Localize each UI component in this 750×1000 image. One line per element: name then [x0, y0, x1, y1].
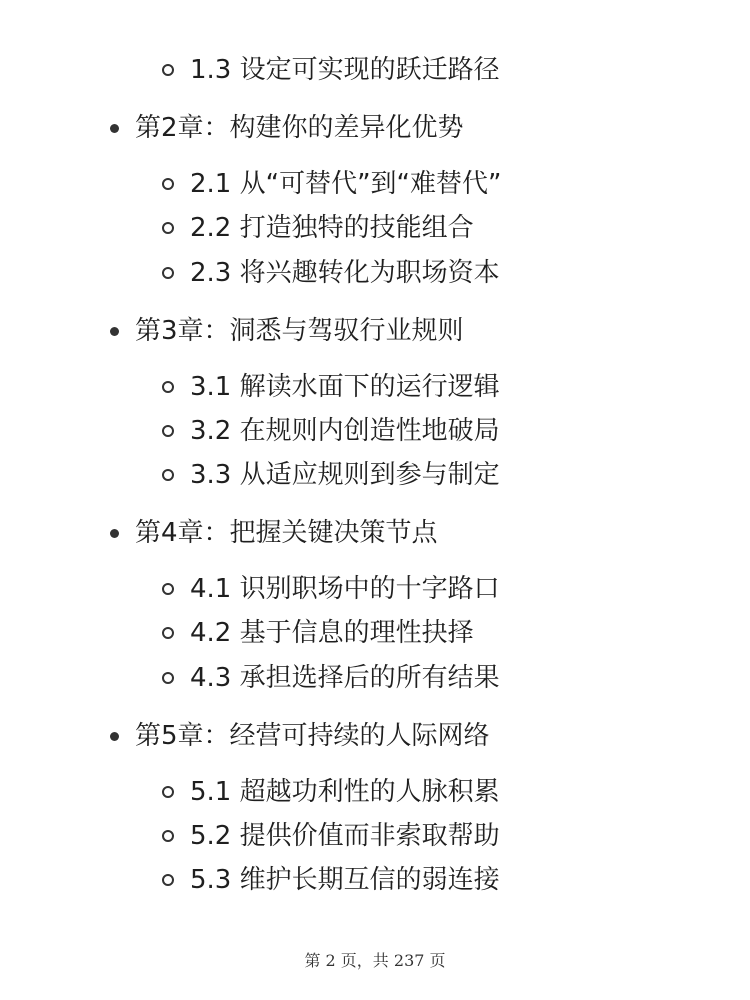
circle-bullet-icon [162, 222, 174, 234]
circle-bullet-icon [162, 830, 174, 842]
toc-chapter-label: 第5章：经营可持续的人际网络 [135, 721, 490, 751]
toc-section-label: 5.2 提供价值而非索取帮助 [190, 821, 500, 851]
toc-section-1-3 [0, 50, 750, 90]
disc-bullet-icon [110, 327, 119, 336]
circle-bullet-icon [162, 583, 174, 595]
circle-bullet-icon [162, 672, 174, 684]
circle-bullet-icon [162, 627, 174, 639]
toc-section-4-1 [0, 569, 750, 609]
toc-section-label: 4.3 承担选择后的所有结果 [190, 663, 500, 693]
toc-section-4-3 [0, 658, 750, 698]
toc-chapter-4 [0, 513, 750, 553]
toc-chapter-label: 第4章：把握关键决策节点 [135, 518, 438, 548]
toc-section-2-3 [0, 253, 750, 293]
toc-section-label: 2.3 将兴趣转化为职场资本 [190, 258, 500, 288]
toc-section-label: 1.3 设定可实现的跃迁路径 [190, 55, 500, 85]
toc-chapter-5 [0, 716, 750, 756]
toc-section-label: 3.3 从适应规则到参与制定 [190, 460, 500, 490]
circle-bullet-icon [162, 469, 174, 481]
disc-bullet-icon [110, 732, 119, 741]
toc-chapter-label: 第3章：洞悉与驾驭行业规则 [135, 316, 464, 346]
toc-section-label: 3.1 解读水面下的运行逻辑 [190, 372, 500, 402]
toc-section-3-3 [0, 455, 750, 495]
toc-section-4-2 [0, 613, 750, 653]
circle-bullet-icon [162, 381, 174, 393]
toc-section-label: 4.1 识别职场中的十字路口 [190, 574, 500, 604]
toc-section-3-1 [0, 367, 750, 407]
toc-chapter-2 [0, 108, 750, 148]
circle-bullet-icon [162, 178, 174, 190]
disc-bullet-icon [110, 124, 119, 133]
toc-section-label: 4.2 基于信息的理性抉择 [190, 618, 474, 648]
circle-bullet-icon [162, 874, 174, 886]
toc-section-2-2 [0, 208, 750, 248]
circle-bullet-icon [162, 267, 174, 279]
circle-bullet-icon [162, 64, 174, 76]
toc-section-label: 3.2 在规则内创造性地破局 [190, 416, 500, 446]
circle-bullet-icon [162, 786, 174, 798]
disc-bullet-icon [110, 529, 119, 538]
circle-bullet-icon [162, 425, 174, 437]
page-number-footer: 第 2 页，共 237 页 [304, 951, 446, 970]
toc-section-5-1 [0, 772, 750, 812]
toc-section-5-2 [0, 816, 750, 856]
toc-section-5-3 [0, 860, 750, 900]
toc-section-3-2 [0, 411, 750, 451]
toc-section-2-1 [0, 164, 750, 204]
toc-section-label: 5.3 维护长期互信的弱连接 [190, 865, 500, 895]
toc-section-label: 2.1 从“可替代”到“难替代” [190, 169, 502, 199]
toc-section-label: 5.1 超越功利性的人脉积累 [190, 777, 500, 807]
toc-chapter-label: 第2章：构建你的差异化优势 [135, 113, 464, 143]
toc-section-label: 2.2 打造独特的技能组合 [190, 213, 474, 243]
toc-chapter-3 [0, 311, 750, 351]
